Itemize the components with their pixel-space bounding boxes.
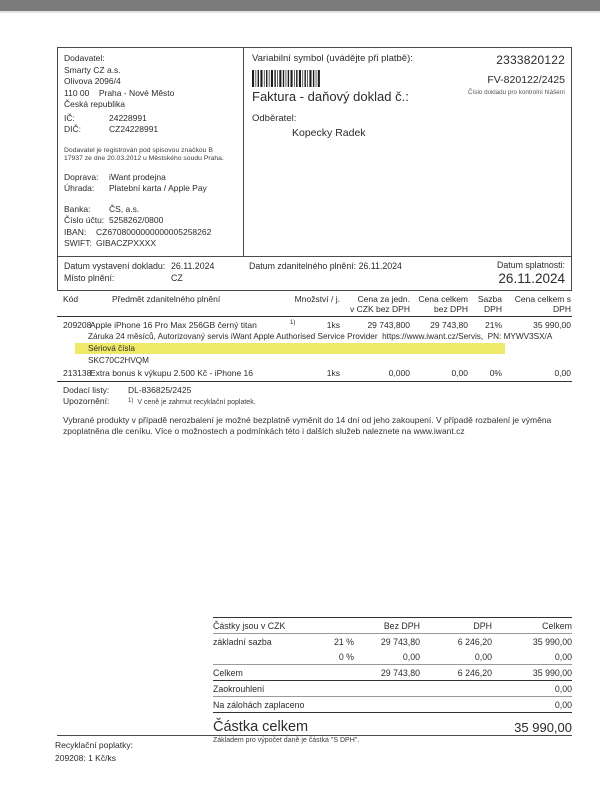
deposits-label: Na zálohách zaplaceno bbox=[213, 699, 305, 710]
item-2-quantity: 1ks bbox=[326, 368, 340, 378]
variable-symbol-row bbox=[252, 53, 565, 67]
col-unit-price: Cena za jedn. v CZK bez DPH bbox=[350, 294, 410, 314]
summary-row-zero-rate: 0 % 0,00 0,00 0,00 bbox=[338, 651, 572, 662]
supplier-city: 110 00 Praha - Nové Město bbox=[64, 87, 175, 98]
supplier-dic-row bbox=[64, 124, 239, 136]
iban-value: CZ6708000000000005258262 bbox=[96, 226, 212, 237]
rounding-label: Zaokrouhlení bbox=[213, 683, 265, 694]
swift-row bbox=[64, 238, 239, 250]
item-1-warranty-note: Záruka 24 měsíců, Autorizovaný servis iWant Apple Authorised Service Provider https://www.iwant.cz/Servis, PN: MYWV3SX/A bbox=[88, 332, 553, 341]
payment-label: Úhrada: bbox=[64, 183, 95, 194]
bank-row bbox=[64, 204, 239, 216]
supplier-section-label: Dodavatel: bbox=[64, 53, 105, 63]
supplier-ic-row bbox=[64, 113, 239, 125]
item-2-description: Extra bonus k výkupu 2.500 Kč - iPhone 16 bbox=[90, 368, 254, 378]
item-1-description: Apple iPhone 16 Pro Max 256GB černý titan bbox=[90, 320, 257, 330]
footer-rule bbox=[57, 735, 572, 736]
dic-value: CZ24228991 bbox=[109, 124, 159, 134]
swift-value: GIBACZPXXXX bbox=[96, 238, 156, 249]
issued-date-label: Datum vystavení dokladu: bbox=[64, 261, 166, 271]
recycling-fee-item: 209208: 1 Kč/ks bbox=[55, 752, 116, 763]
item-row-1 bbox=[57, 317, 572, 330]
variable-symbol-value: 2333820122 bbox=[496, 53, 565, 67]
col-vat-rate: Sazba DPH bbox=[477, 294, 502, 314]
rounding-row bbox=[213, 680, 572, 696]
summary-col-gross: Celkem bbox=[542, 620, 572, 631]
shipping-label: Doprava: bbox=[64, 171, 99, 182]
shipping-row bbox=[64, 172, 239, 184]
item-1-serial-number: SKC70C2HVQM bbox=[88, 356, 149, 365]
item-row-2 bbox=[57, 365, 572, 378]
place-value: CZ bbox=[171, 273, 183, 283]
place-label: Místo plnění: bbox=[64, 273, 115, 283]
deposits-value: 0,00 bbox=[554, 699, 572, 710]
delivery-notes-block bbox=[63, 385, 572, 408]
item-1-unit-price: 29 743,800 bbox=[367, 320, 410, 330]
summary-row-standard-rate: základní sazba 21 % 29 743,80 6 246,20 35 990,00 bbox=[213, 636, 572, 647]
dates-left bbox=[64, 260, 244, 289]
invoice-number-note: Číslo dokladu pro kontrolní hlášení bbox=[468, 89, 565, 96]
item-2-code: 213138 bbox=[63, 368, 92, 378]
notice-text: 1) V ceně je zahrnut recyklační poplatek. bbox=[128, 398, 256, 406]
iban-row bbox=[64, 227, 239, 239]
item-2-total-net: 0,00 bbox=[451, 368, 468, 378]
iban-label: IBAN: bbox=[64, 226, 87, 237]
issued-date-value: 26.11.2024 bbox=[171, 261, 215, 271]
col-qty: Množství / j. bbox=[294, 294, 340, 304]
item-1-serial-highlight-row bbox=[75, 343, 572, 354]
item-2-total-gross: 0,00 bbox=[554, 368, 571, 378]
invoice-id-section bbox=[244, 48, 571, 256]
invoice-number: FV-820122/2425 bbox=[487, 74, 565, 86]
supplier-street: Olivova 2096/4 bbox=[64, 76, 121, 86]
col-desc: Předmět zdanitelného plnění bbox=[112, 294, 221, 304]
bank-value: ČS, a.s. bbox=[109, 203, 140, 214]
ic-value: 24228991 bbox=[109, 112, 147, 123]
item-2-unit-price: 0,000 bbox=[388, 368, 410, 378]
invoice-header-box bbox=[57, 47, 572, 291]
grand-total-label: Částka celkem bbox=[213, 719, 309, 735]
swift-label: SWIFT: bbox=[64, 238, 92, 249]
header-box-top bbox=[58, 48, 571, 256]
summary-col-vat: DPH bbox=[473, 620, 492, 631]
account-row bbox=[64, 215, 239, 227]
vat-summary-table bbox=[213, 617, 572, 744]
summary-total-label: Celkem bbox=[213, 667, 243, 678]
grand-total-value: 35 990,00 bbox=[514, 720, 572, 735]
payment-row bbox=[64, 183, 239, 195]
summary-total-gross: 35 990,00 bbox=[532, 667, 572, 678]
col-total-net: Cena celkem bez DPH bbox=[418, 294, 468, 314]
item-1-code: 209208 bbox=[63, 320, 92, 330]
payment-value: Platební karta / Apple Pay bbox=[109, 183, 207, 194]
bank-label: Banka: bbox=[64, 203, 91, 214]
summary-header-row bbox=[213, 617, 572, 634]
invoice-number-block bbox=[468, 74, 565, 96]
grand-total-row bbox=[213, 713, 572, 735]
summary-total-vat: 6 246,20 bbox=[457, 667, 492, 678]
due-date-value: 26.11.2024 bbox=[498, 271, 565, 286]
account-label: Číslo účtu: bbox=[64, 215, 105, 226]
serial-numbers-label: Sériová čísla bbox=[75, 343, 505, 354]
invoice-title: Faktura - daňový doklad č.: bbox=[252, 89, 409, 104]
taxable-date-value: 26.11.2024 bbox=[358, 261, 402, 271]
summary-col-net: Bez DPH bbox=[383, 620, 420, 631]
item-1-vat-rate: 21% bbox=[484, 320, 502, 330]
supplier-registration-note: Dodavatel je registrován pod spisovou značkou B 17937 ze dne 20.03.2012 u Městského soudu Praha. bbox=[64, 146, 224, 163]
return-policy-text: Vybrané produkty v případě nerozbalení je možné bezplatně vyměnit do 14 dní od jeho zakoupení. V případě rozbalení je výměna zpoplatněna dle ceníku. Více o možnostech a podmínkách této i dalších služeb naleznete na www.iwant.cz bbox=[63, 415, 552, 436]
taxable-date bbox=[244, 260, 465, 289]
notice-footnote-marker: 1) bbox=[128, 398, 134, 404]
supplier-name: Smarty CZ a.s. bbox=[64, 64, 121, 75]
delivery-notes-value: DL-836825/2425 bbox=[128, 385, 192, 395]
items-table-header bbox=[57, 294, 572, 317]
summary-total-net: 29 743,80 bbox=[380, 667, 420, 678]
item-1-footnote-marker: 1) bbox=[290, 320, 296, 326]
supplier-section bbox=[58, 48, 244, 256]
col-total-gross: Cena celkem s DPH bbox=[514, 294, 571, 314]
customer-name: Kopecky Radek bbox=[292, 127, 366, 139]
col-kod: Kód bbox=[63, 294, 79, 304]
deposits-row bbox=[213, 696, 572, 712]
dic-label: DIČ: bbox=[64, 124, 81, 134]
customer-label: Odběratel: bbox=[252, 113, 297, 124]
item-1-quantity: 1ks bbox=[326, 320, 340, 330]
ic-label: IČ: bbox=[64, 112, 75, 123]
rounding-value: 0,00 bbox=[554, 683, 572, 694]
notice-label: Upozornění: bbox=[63, 396, 110, 406]
delivery-notes-label: Dodací listy: bbox=[63, 385, 110, 395]
variable-symbol-label: Variabilní symbol (uvádějte při platbě): bbox=[252, 53, 413, 64]
item-1-total-net: 29 743,80 bbox=[430, 320, 468, 330]
supplier-country: Česká republika bbox=[64, 99, 125, 109]
barcode-image bbox=[252, 70, 322, 87]
viewer-top-bar bbox=[0, 0, 600, 13]
due-date-label: Datum splatnosti: bbox=[497, 260, 565, 270]
items-table bbox=[57, 294, 572, 437]
dates-row bbox=[58, 256, 571, 289]
summary-currency-note: Částky jsou v CZK bbox=[213, 620, 286, 631]
taxable-date-label: Datum zdanitelného plnění: bbox=[249, 261, 357, 271]
shipping-value: iWant prodejna bbox=[109, 171, 166, 182]
summary-row-total bbox=[213, 664, 572, 680]
recycling-fees-block bbox=[55, 739, 133, 764]
recycling-fees-label: Recyklační poplatky: bbox=[55, 740, 133, 750]
due-date bbox=[465, 260, 565, 289]
item-1-total-gross: 35 990,00 bbox=[533, 320, 571, 330]
items-table-bottom-rule bbox=[57, 378, 572, 382]
grand-total-note: Základem pro výpočet daně je částka "S DPH". bbox=[213, 737, 360, 744]
item-2-vat-rate: 0% bbox=[489, 368, 502, 378]
account-value: 5258262/0800 bbox=[109, 215, 164, 226]
